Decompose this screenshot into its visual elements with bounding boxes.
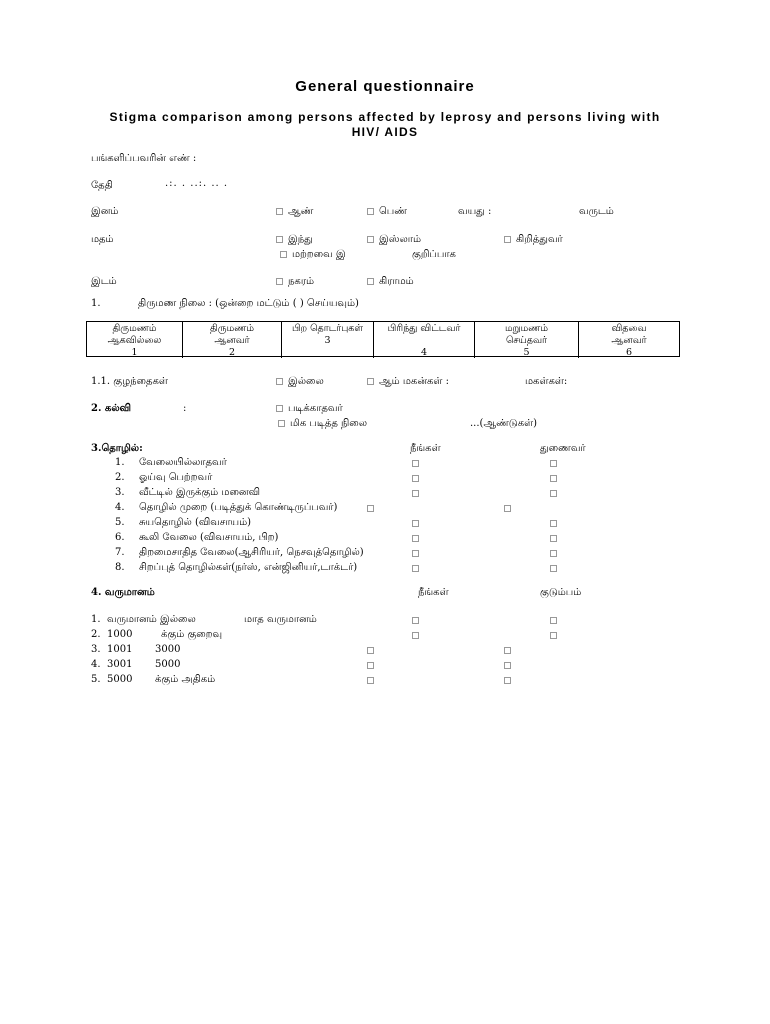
income-item-2-num: 2. (91, 629, 101, 640)
income-item-2-a: 1000 (107, 629, 133, 640)
income-item-5-a: 5000 (107, 674, 133, 685)
occupation-item-2-num: 2. (115, 472, 125, 483)
occupation-1-spouse-checkbox[interactable] (550, 460, 557, 467)
occupation-8-spouse-checkbox[interactable] (550, 565, 557, 572)
income-item-2-b: க்கும் குறைவு (161, 629, 223, 640)
occupation-you-header: நீங்கள் (410, 443, 441, 454)
religion-other-option[interactable]: மற்றவை இ (280, 249, 346, 261)
occupation-item-1-num: 1. (115, 457, 125, 468)
marital-status-table (86, 321, 680, 357)
checkbox-icon[interactable] (367, 278, 374, 285)
income-3-family-checkbox[interactable] (504, 647, 511, 654)
page-subtitle-line1: Stigma comparison among persons affected by leprosy and persons living with (109, 110, 661, 124)
checkbox-icon[interactable] (367, 208, 374, 215)
education-illiterate-option[interactable]: படிக்காதவர் (276, 403, 343, 415)
income-item-3-a: 1001 (107, 644, 133, 655)
checkbox-icon[interactable] (276, 405, 283, 412)
occupation-item-5: சுயதொழில் (விவசாயம்) (139, 517, 252, 528)
occupation-item-6-num: 6. (115, 532, 125, 543)
occupation-3-spouse-checkbox[interactable] (550, 490, 557, 497)
education-years-field[interactable]: ...(ஆண்டுகள்) (470, 418, 538, 429)
checkbox-icon[interactable] (504, 236, 511, 243)
occupation-7-you-checkbox[interactable] (412, 550, 419, 557)
marital-option-1[interactable]: திருமணம் ஆகவில்லை 1 (87, 322, 183, 358)
age-unit: வருடம் (579, 206, 614, 217)
occupation-item-1: வேலையில்லாதவர் (139, 457, 227, 468)
occupation-item-4: தொழில் முறை (படித்துக் கொண்டிருப்பவர்) (139, 502, 338, 513)
education-highest-option[interactable]: மிக படித்த நிலை (278, 418, 367, 430)
children-daughters-label: மகள்கள்: (525, 376, 568, 387)
income-item-5-num: 5. (91, 674, 101, 685)
occupation-item-6: கூலி வேலை (விவசாயம், பிற) (139, 532, 279, 543)
income-item-3-num: 3. (91, 644, 101, 655)
religion-label: மதம் (91, 234, 114, 245)
place-urban-option[interactable]: நகரம் (276, 276, 314, 288)
occupation-item-3: வீட்டில் இருக்கும் மனைவி (139, 487, 260, 498)
page-title: General questionnaire (295, 78, 475, 95)
income-item-4-b: 5000 (155, 659, 181, 670)
income-5-family-checkbox[interactable] (504, 677, 511, 684)
occupation-4-you-checkbox[interactable] (367, 505, 374, 512)
marital-question-number: 1. (91, 298, 101, 309)
income-5-you-checkbox[interactable] (367, 677, 374, 684)
occupation-item-8-num: 8. (115, 562, 125, 573)
occupation-item-2: ஓய்வு பெற்றவர் (139, 472, 213, 483)
marital-question: திருமண நிலை : (ஒன்றை மட்டும் ( ) செய்யவும்) (138, 298, 359, 309)
occupation-item-7-num: 7. (115, 547, 125, 558)
occupation-4-spouse-checkbox[interactable] (504, 505, 511, 512)
children-label: 1.1. குழந்தைகள் (91, 376, 168, 387)
occupation-spouse-header: துணைவர் (540, 443, 586, 454)
checkbox-icon[interactable] (367, 378, 374, 385)
children-yes-option[interactable]: ஆம் மகன்கள் : (367, 376, 449, 388)
marital-option-3[interactable]: பிற தொடர்புகள் 3 (282, 322, 374, 358)
income-2-family-checkbox[interactable] (550, 632, 557, 639)
checkbox-icon[interactable] (367, 236, 374, 243)
occupation-2-spouse-checkbox[interactable] (550, 475, 557, 482)
religion-islam-option[interactable]: இஸ்லாம் (367, 234, 421, 246)
occupation-item-8: சிறப்புத் தொழில்கள்(நர்ஸ், என்ஜினியர்,டாக்டர்) (139, 562, 358, 573)
page-subtitle-line2: HIV/ AIDS (351, 125, 419, 139)
checkbox-icon[interactable] (278, 420, 285, 427)
checkbox-icon[interactable] (276, 278, 283, 285)
checkbox-icon[interactable] (276, 236, 283, 243)
age-label: வயது : (458, 206, 492, 217)
income-1-family-checkbox[interactable] (550, 617, 557, 624)
income-item-1-a: வருமானம் இல்லை (107, 614, 196, 625)
income-item-1-b: மாத வருமானம் (244, 614, 317, 625)
income-item-4-a: 3001 (107, 659, 133, 670)
occupation-item-4-num: 4. (115, 502, 125, 513)
occupation-item-5-num: 5. (115, 517, 125, 528)
gender-female-option[interactable]: பெண் (367, 206, 407, 218)
occupation-6-you-checkbox[interactable] (412, 535, 419, 542)
place-rural-option[interactable]: கிராமம் (367, 276, 414, 288)
marital-option-2[interactable]: திருமணம் ஆனவர் 2 (183, 322, 282, 358)
income-item-5-b: க்கும் அதிகம் (155, 674, 216, 685)
checkbox-icon[interactable] (276, 378, 283, 385)
occupation-6-spouse-checkbox[interactable] (550, 535, 557, 542)
occupation-5-spouse-checkbox[interactable] (550, 520, 557, 527)
occupation-8-you-checkbox[interactable] (412, 565, 419, 572)
education-colon: : (183, 403, 187, 414)
education-label: 2. கல்வி (91, 403, 131, 414)
income-4-family-checkbox[interactable] (504, 662, 511, 669)
income-label: 4. வருமானம் (91, 587, 155, 598)
participant-number-label: பங்களிப்பவரின் எண் : (91, 153, 197, 164)
occupation-item-3-num: 3. (115, 487, 125, 498)
children-none-option[interactable]: இல்லை (276, 376, 324, 388)
occupation-3-you-checkbox[interactable] (412, 490, 419, 497)
marital-option-6[interactable]: விதவை ஆனவர் 6 (611, 323, 647, 358)
date-value[interactable]: .:. . ..:. .. . (165, 178, 229, 189)
religion-specify-label: குறிப்பாக (412, 249, 456, 260)
checkbox-icon[interactable] (276, 208, 283, 215)
gender-male-option[interactable]: ஆண் (276, 206, 313, 218)
checkbox-icon[interactable] (280, 251, 287, 258)
religion-christian-option[interactable]: கிறித்துவர் (504, 234, 563, 246)
place-label: இடம் (91, 276, 117, 287)
income-2-you-checkbox[interactable] (412, 632, 419, 639)
occupation-item-7: திறமைசாதித வேலை(ஆசிரியர், நெசவுத்தொழில்) (139, 547, 364, 558)
gender-label: இனம் (91, 206, 119, 217)
occupation-5-you-checkbox[interactable] (412, 520, 419, 527)
occupation-label: 3.தொழில்: (91, 443, 143, 454)
income-3-you-checkbox[interactable] (367, 647, 374, 654)
occupation-2-you-checkbox[interactable] (412, 475, 419, 482)
income-you-header: நீங்கள் (418, 587, 449, 598)
income-family-header: குடும்பம் (540, 587, 582, 598)
marital-option-5[interactable]: மறுமணம் செய்தவர் 5 (475, 322, 579, 358)
income-item-3-b: 3000 (155, 644, 181, 655)
income-1-you-checkbox[interactable] (412, 617, 419, 624)
income-4-you-checkbox[interactable] (367, 662, 374, 669)
occupation-1-you-checkbox[interactable] (412, 460, 419, 467)
income-item-4-num: 4. (91, 659, 101, 670)
date-label: தேதி (91, 180, 113, 191)
religion-hindu-option[interactable]: இந்து (276, 234, 313, 246)
marital-option-4[interactable]: பிரிந்து விட்டவர் 4 (374, 322, 475, 358)
occupation-7-spouse-checkbox[interactable] (550, 550, 557, 557)
income-item-1-num: 1. (91, 614, 101, 625)
